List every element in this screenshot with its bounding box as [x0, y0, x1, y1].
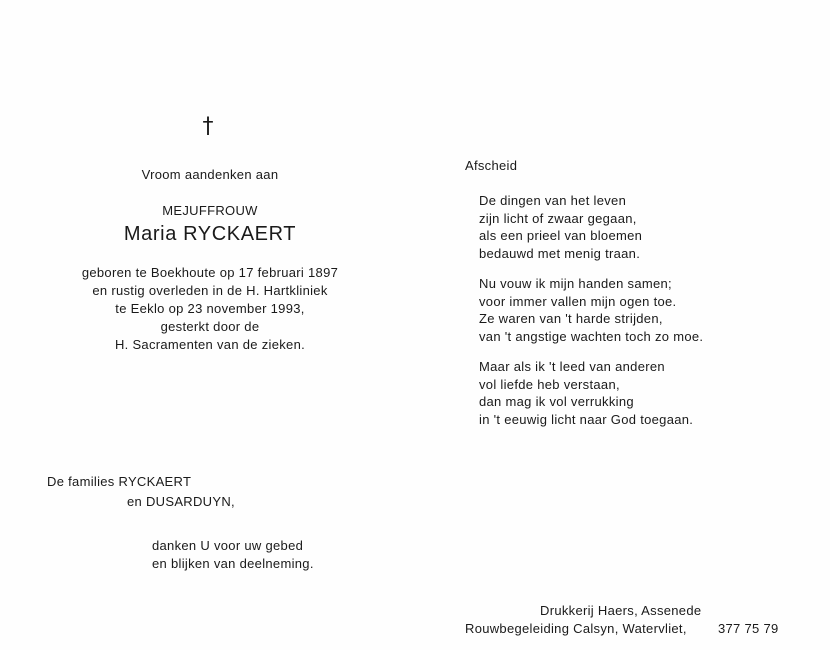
deceased-name: Maria RYCKAERT	[123, 223, 297, 245]
printer-name: Drukkerij Haers, Assenede	[540, 603, 702, 618]
printer-phone: 377 75 79	[718, 621, 779, 636]
poem-line: dan mag ik vol verrukking	[479, 394, 634, 409]
poem-line: als een prieel van bloemen	[479, 228, 643, 243]
poem-stanza-1	[479, 192, 642, 262]
poem-line: zijn licht of zwaar gegaan,	[479, 210, 637, 226]
detail-line: geboren te Boekhoute op 17 februari 1897	[81, 265, 339, 280]
remembrance-intro: Vroom aandenken aan	[141, 167, 279, 182]
cross-icon: †	[202, 114, 214, 139]
thanks-line: en blijken van deelneming.	[152, 556, 314, 571]
poem-line: Nu vouw ik mijn handen samen;	[479, 276, 672, 291]
poem-line: van 't angstige wachten toch zo moe.	[479, 328, 704, 344]
poem-line: in 't eeuwig licht naar God toegaan.	[479, 411, 694, 427]
detail-line: en rustig overleden in de H. Hartkliniek	[92, 283, 328, 298]
printer-funeral-service: Rouwbegeleiding Calsyn, Watervliet,	[465, 621, 687, 636]
poem-line: Ze waren van 't harde strijden,	[479, 311, 663, 326]
detail-line: gesterkt door de	[160, 319, 260, 334]
families-line-2: en DUSARDUYN,	[127, 494, 235, 509]
detail-line: te Eeklo op 23 november 1993,	[115, 301, 305, 316]
detail-line: H. Sacramenten van de zieken.	[114, 337, 306, 352]
poem-line: Maar als ik 't leed van anderen	[479, 359, 665, 374]
families-line-1: De families RYCKAERT	[47, 474, 192, 489]
poem-line: voor immer vallen mijn ogen toe.	[479, 293, 677, 309]
poem-title: Afscheid	[465, 158, 518, 173]
poem-line: De dingen van het leven	[479, 193, 627, 208]
poem-stanza-2	[479, 275, 703, 345]
poem-line: vol liefde heb verstaan,	[479, 376, 620, 392]
poem-line: bedauwd met menig traan.	[479, 245, 641, 261]
remembrance-title: MEJUFFROUW	[162, 203, 258, 218]
poem-stanza-3	[479, 358, 693, 428]
thanks-line: danken U voor uw gebed	[152, 538, 304, 553]
